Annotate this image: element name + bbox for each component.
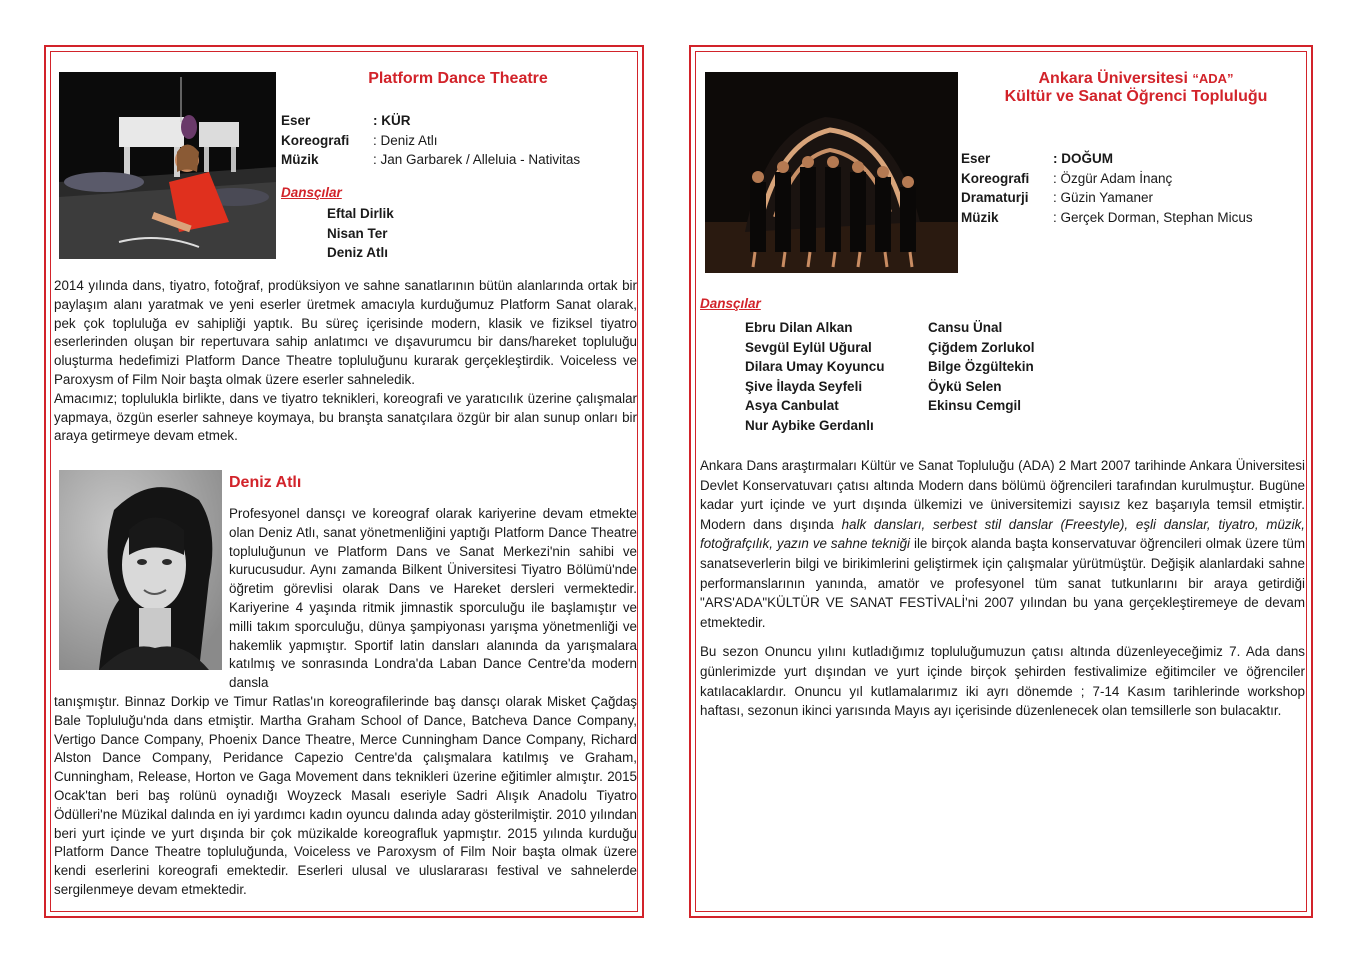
right-dancers-col2: [928, 318, 1035, 416]
left-dancers-label: Dansçılar: [281, 185, 342, 200]
dancer-name: Deniz Atlı: [327, 245, 389, 260]
bio-text-beside-photo: [229, 505, 637, 693]
dancer-name: Cansu Ünal: [928, 320, 1003, 335]
dancer-name: Öykü Selen: [928, 378, 1002, 394]
right-title: [981, 70, 1291, 106]
ada-season-paragraph: Bu sezon Onuncu yılını kutladığımız topluluğumuzun çatısı altında düzenleyeceğimiz 7. Ada dans günlerimizde yurt dışından ve yurt içinde birçok şehirden festivalimize eğitimciler ve öğrenciler katılacaklardır. Onuncu yıl kutlamalarımız iki ayrı dönemde ; 7-14 Kasım tarihlerinde workshop haftası, sezonun ikinci yarısında Mayıs ayı içerisinde düzenlenecek olan temsillerle son bulacaktır.: [700, 644, 1305, 719]
dancer-name: Çiğdem Zorlukol: [928, 339, 1035, 355]
info-row-eser: Eser : KÜR: [281, 113, 411, 128]
bio-name-heading: Deniz Atlı: [229, 474, 302, 491]
dancer-name: Şive İlayda Seyfeli: [745, 378, 863, 394]
info-row-muzik: Müzik : Gerçek Dorman, Stephan Micus: [961, 209, 1253, 225]
right-info-table: [961, 149, 1253, 227]
bio-text-full-width: [54, 693, 637, 900]
dancer-name: Ebru Dilan Alkan: [745, 320, 853, 335]
info-row-eser: Eser : DOĞUM: [961, 151, 1113, 166]
info-row-koreografi: Koreografi : Deniz Atlı: [281, 132, 438, 148]
right-body: [700, 456, 1305, 721]
stage-photo-dogum: [705, 72, 958, 273]
left-info-table: [281, 111, 580, 170]
dancer-name: Asya Canbulat: [745, 398, 839, 413]
portrait-photo-deniz-atli: [59, 470, 222, 670]
left-dancers-list: [327, 204, 394, 263]
right-title-line1: Ankara Üniversitesi “ADA”: [1038, 70, 1234, 87]
bio-paragraph-part2: tanışmıştır. Binnaz Dorkip ve Timur Ratlas'ın koreografilerinde baş dansçı olarak Misket Çağdaş Bale Topluluğu'nda dans etmiştir. Martha Graham School of Dance, Batcheva Dance Company, Vertigo Dance Company, Phoenix Dance Theatre, Merce Cunningham Dance Company, Richard Alston Dance Company, Peridance Capezio Centre'da çalışmalara katılmış ve Graham, Cunningham, Release, Horton ve Gaga Movement dans teknikleri üzerine eğitimler almıştır. 2015 Ocak'tan beri baş rolünü oynadığı Woyzeck Masalı eseriyle Sadri Alışık Anadolu Tiyatro Ödülleri'ne Müzikal dalında en iyi yardımcı kadın oyuncu dalında aday gösterilmiştir. 2010 yılından beri yurt içinde ve yurt dışında bir çok müzikalde koreografluk yapmıştır. 2015 yılında kurduğu Platform Dance Theatre topluluğunda, Voiceless ve Paroxysm of Film Noir başta olmak üzere kendi eserlerini koreografi emektedir. Eserleri ulusal ve uluslararası festival ve sahnelerde sergilenmeye devam etmektedir.: [54, 694, 637, 897]
dancer-name: Bilge Özgültekin: [928, 359, 1034, 374]
right-page: [689, 45, 1313, 918]
dancer-name: Nisan Ter: [327, 225, 388, 241]
right-dancers-label: Dansçılar: [700, 296, 761, 311]
left-page: [44, 45, 644, 918]
ada-history-paragraph: Ankara Dans araştırmaları Kültür ve Sanat Topluluğu (ADA) 2 Mart 2007 tarihinde Ankara Üniversitesi Devlet Konservatuvarı çatısı altında Modern dans bölümü öğrencileri tarafından kurulmuştur. Bugüne kadar yurt içinde ve yurt dışında ülkemizi ve üniversitemizi sayısız kez başarıyla temsil etmiştir. Modern dans dışında halk dansları, serbest stil danslar (Freestyle), eşli danslar, tiyatro, müzik, fotoğrafçılık, yazın ve sahne tekniği ile birçok alanda başta konservatuvar öğrencileri olmak üzere tüm sanatseverlerin bilgi ve birikimlerini geliştirmek için çalışmalar yürütmüştür. Değişik alanlardaki sahne performanslarının yanında, amatör ve profesyonel tüm sanat tutkunlarını bir araya getirdiği "ARS'ADA"KÜLTÜR VE SANAT FESTİVALİ'ni 2007 yılından bu yana gerçekleştiremeye de devam etmektedir.: [700, 458, 1305, 630]
ada-quote: “ADA”: [1192, 71, 1234, 86]
info-row-dramaturji: Dramaturji : Güzin Yamaner: [961, 190, 1154, 205]
left-title: Platform Dance Theatre: [368, 70, 548, 87]
intro-paragraph: 2014 yılında dans, tiyatro, fotoğraf, prodüksiyon ve sahne sanatlarının bütün alanlarında ortak bir paylaşım alanı yaratmak ve yeni eserler üretmek amacıyla kurduğumuz Platform Sanat olarak, pek çok topluluğa ev sahipliği yaptık. Bu süreç içerisinde modern, klasik ve fiziksel tiyatro eserlerinden oluşan bir repertuvara sahip anlatımcı ve dışavurumcu bir dans/hareket topluluğu oluşturma hedefimizi Platform Dance Theatre topluluğunu kurarak gerçekleştirdik. Voiceless ve Paroxysm of Film Noir başta olmak üzere eserler sahneledik.: [54, 278, 637, 387]
right-dancers-col1: [745, 318, 885, 435]
left-intro: [54, 277, 637, 446]
dancer-name: Ekinsu Cemgil: [928, 398, 1022, 413]
info-row-muzik: Müzik : Jan Garbarek / Alleluia - Nativitas: [281, 152, 581, 167]
right-title-line2: Kültür ve Sanat Öğrenci Topluluğu: [1004, 88, 1268, 105]
aim-paragraph: Amacımız; toplulukla birlikte, dans ve tiyatro teknikleri, koreografi ve yaratıcılık üzerine çalışmalar yapmaya, özgün eserler sahneye koymaya, bu branşta sanatçılara özgür bir alan sunup onları bir araya getirmeye devam etmek.: [54, 390, 637, 444]
info-row-koreografi: Koreografi : Özgür Adam İnanç: [961, 170, 1173, 186]
bio-paragraph-part1: Profesyonel dansçı ve koreograf olarak kariyerine devam etmekte olan Deniz Atlı, sanat yönetmenliğini yaptığı Platform Dance Theatre topluluğunun ve Platform Dans ve Sanat Merkezi'nin sahibi ve kurucusudur. Aynı zamanda Bilkent Üniversitesi Tiyatro Bölümü'nde öğretim görevlisi olarak Dans ve Hareket dersleri vermektedir. Kariyerine 4 yaşında ritmik jimnastik sporculuğu ile başlamıştır ve milli takım sporculuğu, dünya şampiyonası yarışma yönetmenliği ve hakemlik yapmıştır. Sportif latin dansları alanında da yarışmalara katılmış ve sonrasında Londra'da Laban Dance Centre'da modern dansla: [229, 506, 637, 691]
stage-photo-kur: [59, 72, 276, 259]
dancer-name: Dilara Umay Koyuncu: [745, 359, 885, 374]
dancer-name: Nur Aybike Gerdanlı: [745, 417, 874, 433]
dancer-name: Eftal Dirlik: [327, 206, 394, 221]
dancer-name: Sevgül Eylül Uğural: [745, 339, 872, 355]
